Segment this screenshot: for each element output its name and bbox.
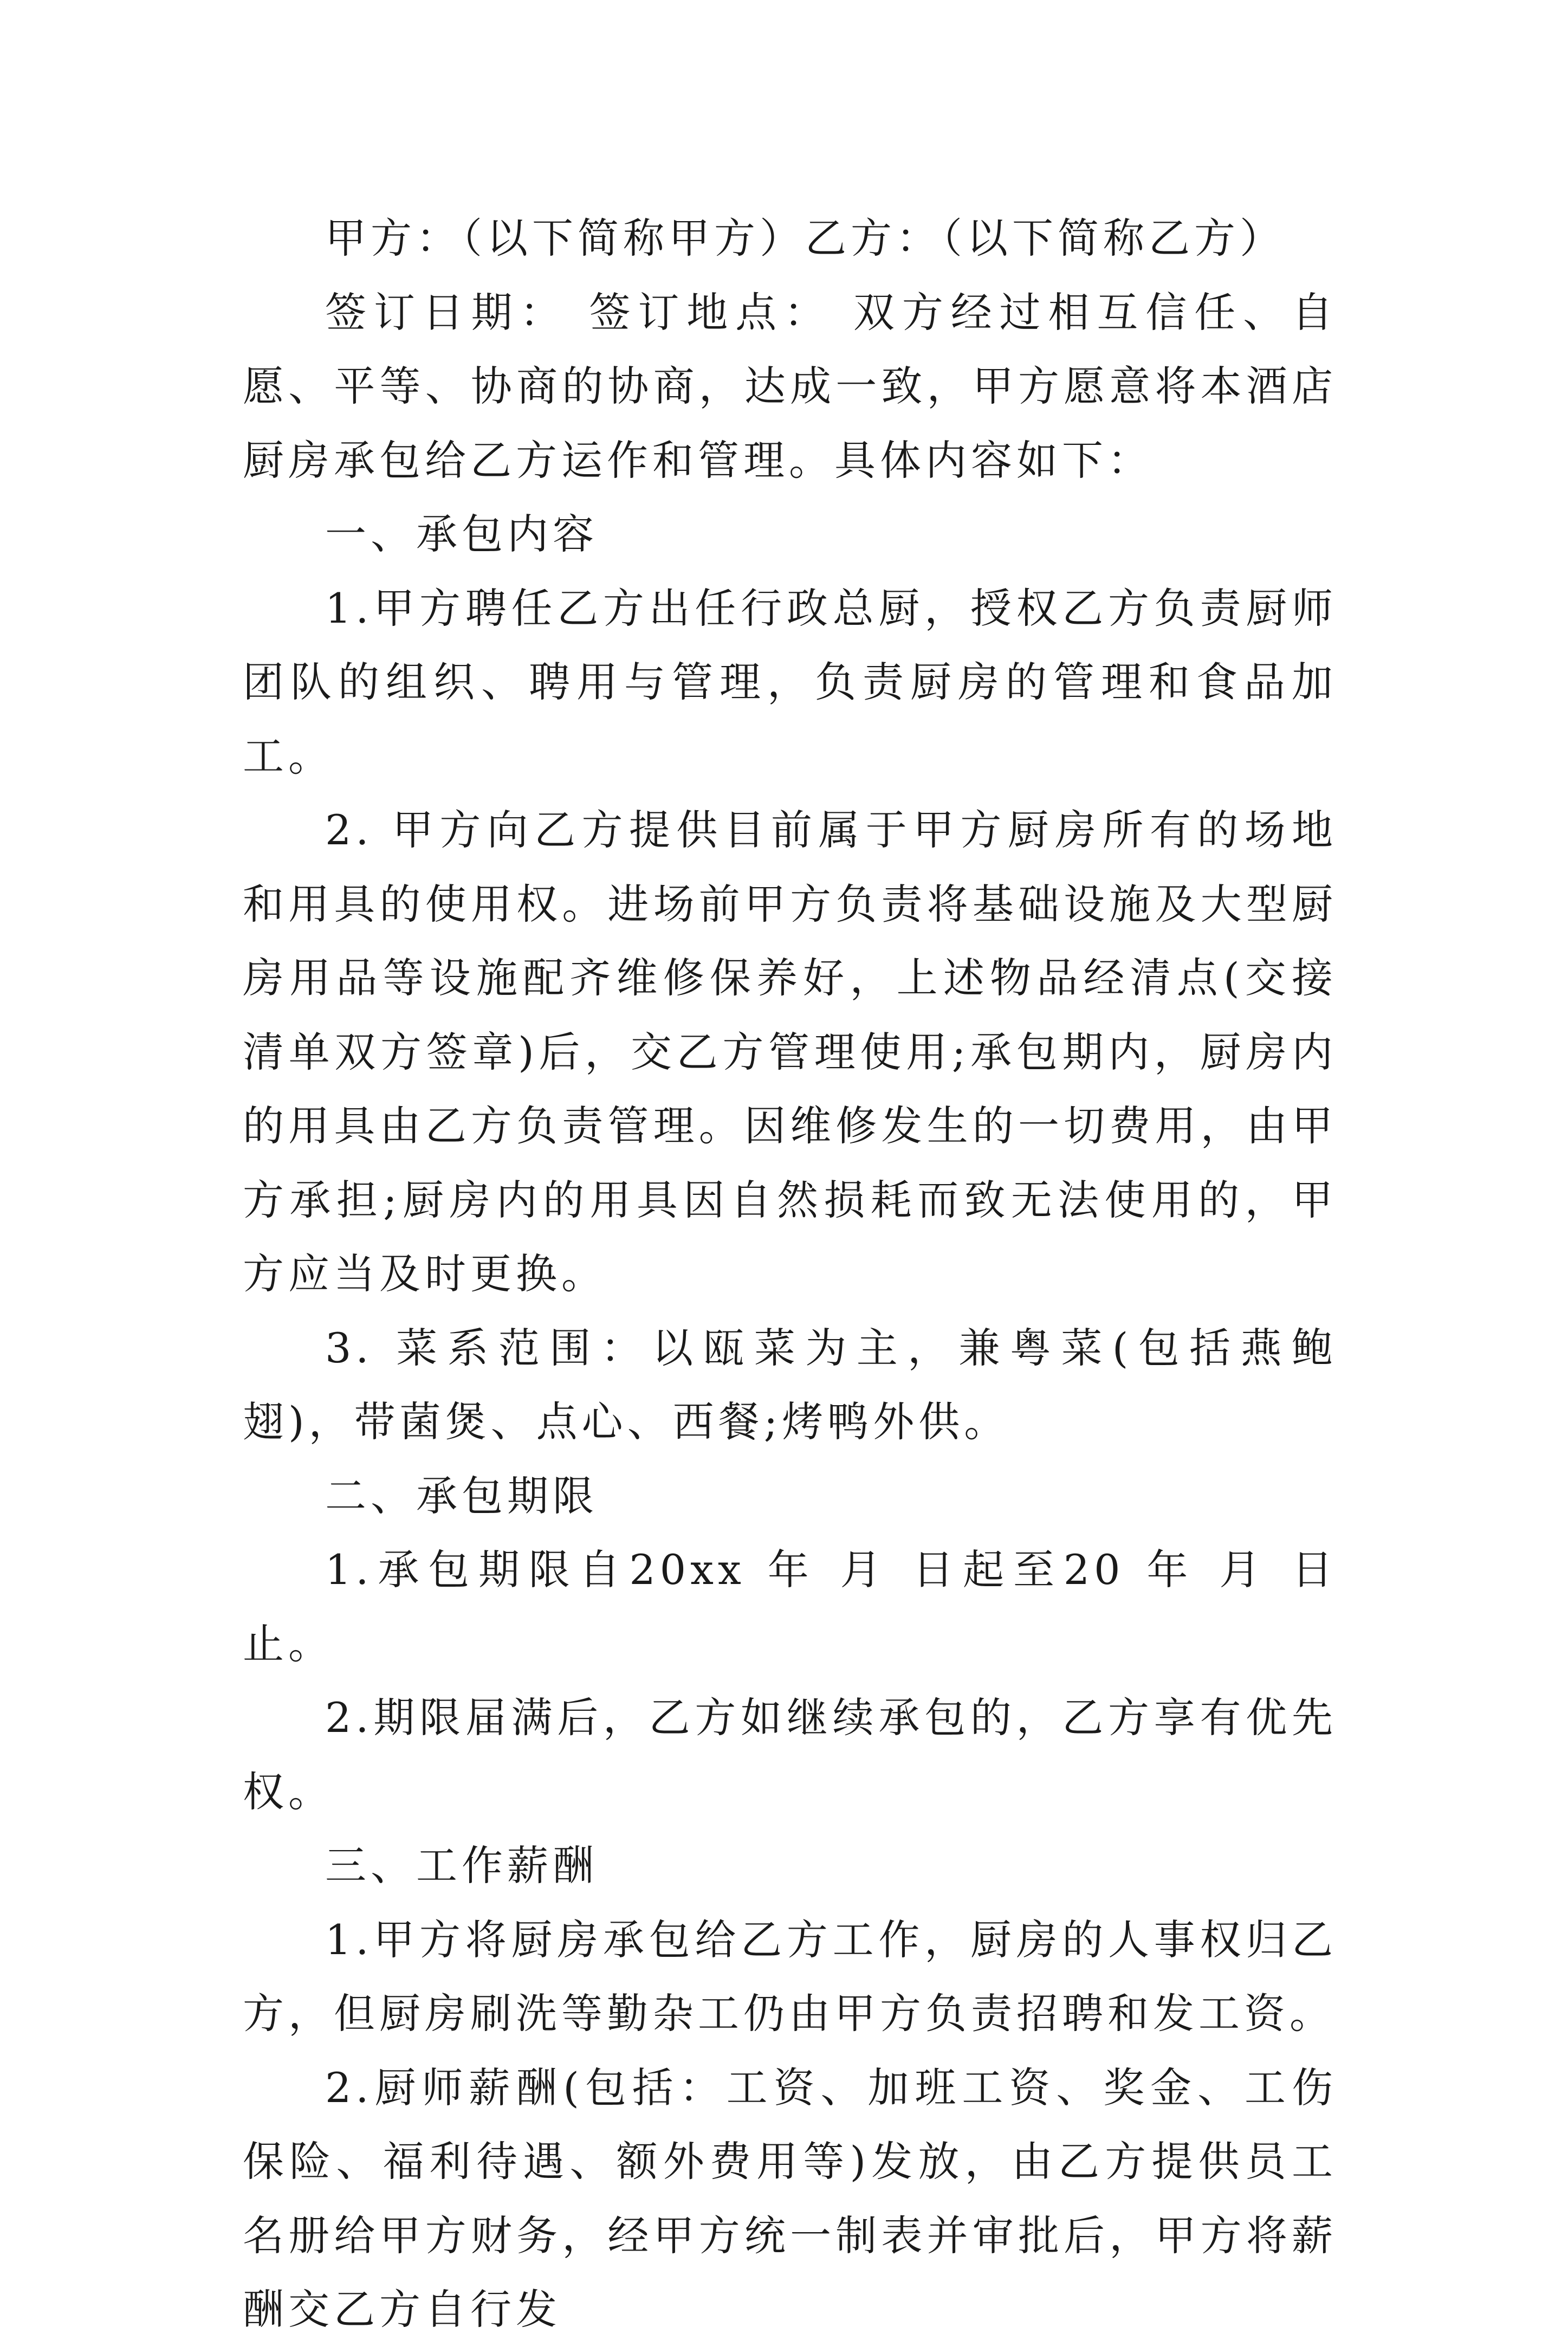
document-body	[243, 202, 1337, 2347]
clause-2-2: 2.期限届满后，乙方如继续承包的，乙方享有优先权。	[243, 1693, 1337, 1816]
clause-1-1: 1.甲方聘任乙方出任行政总厨，授权乙方负责厨师团队的组织、聘用与管理，负责厨房的管理和食品加工。	[243, 584, 1337, 780]
clause-3-1: 1.甲方将厨房承包给乙方工作，厨房的人事权归乙方，但厨房刷洗等勤杂工仍由甲方负责招聘和发工资。	[243, 1915, 1337, 2038]
section-heading-contract-content: 一、承包内容	[325, 510, 598, 558]
section-heading-contract-term: 二、承包期限	[325, 1471, 598, 1520]
section-heading-compensation: 三、工作薪酬	[325, 1841, 598, 1890]
clause-1-3: 3. 菜系范围：以瓯菜为主，兼粤菜(包括燕鲍翅)，带菌煲、点心、西餐;烤鸭外供。	[243, 1323, 1337, 1446]
clause-3-2: 2.厨师薪酬(包括：工资、加班工资、奖金、工伤保险、福利待遇、额外费用等)发放，由乙方提供员工名册给甲方财务，经甲方统一制表并审批后，甲方将薪酬交乙方自行发	[243, 2063, 1337, 2333]
clause-1-2: 2. 甲方向乙方提供目前属于甲方厨房所有的场地和用具的使用权。进场前甲方负责将基础设施及大型厨房用品等设施配齐维修保养好，上述物品经清点(交接清单双方签章)后，交乙方管理使用;承包期内，厨房内的用具由乙方负责管理。因维修发生的一切费用，由甲方承担;厨房内的用具因自然损耗而致无法使用的，甲方应当及时更换。	[243, 806, 1337, 1298]
parties-line: 甲方：（以下简称甲方）乙方：（以下简称乙方）	[325, 214, 1285, 262]
intro-paragraph: 签订日期： 签订地点： 双方经过相互信任、自愿、平等、协商的协商，达成一致，甲方愿意将本酒店厨房承包给乙方运作和管理。具体内容如下：	[243, 288, 1337, 484]
clause-2-1: 1.承包期限自20xx 年 月 日起至20 年 月 日止。	[243, 1546, 1337, 1668]
